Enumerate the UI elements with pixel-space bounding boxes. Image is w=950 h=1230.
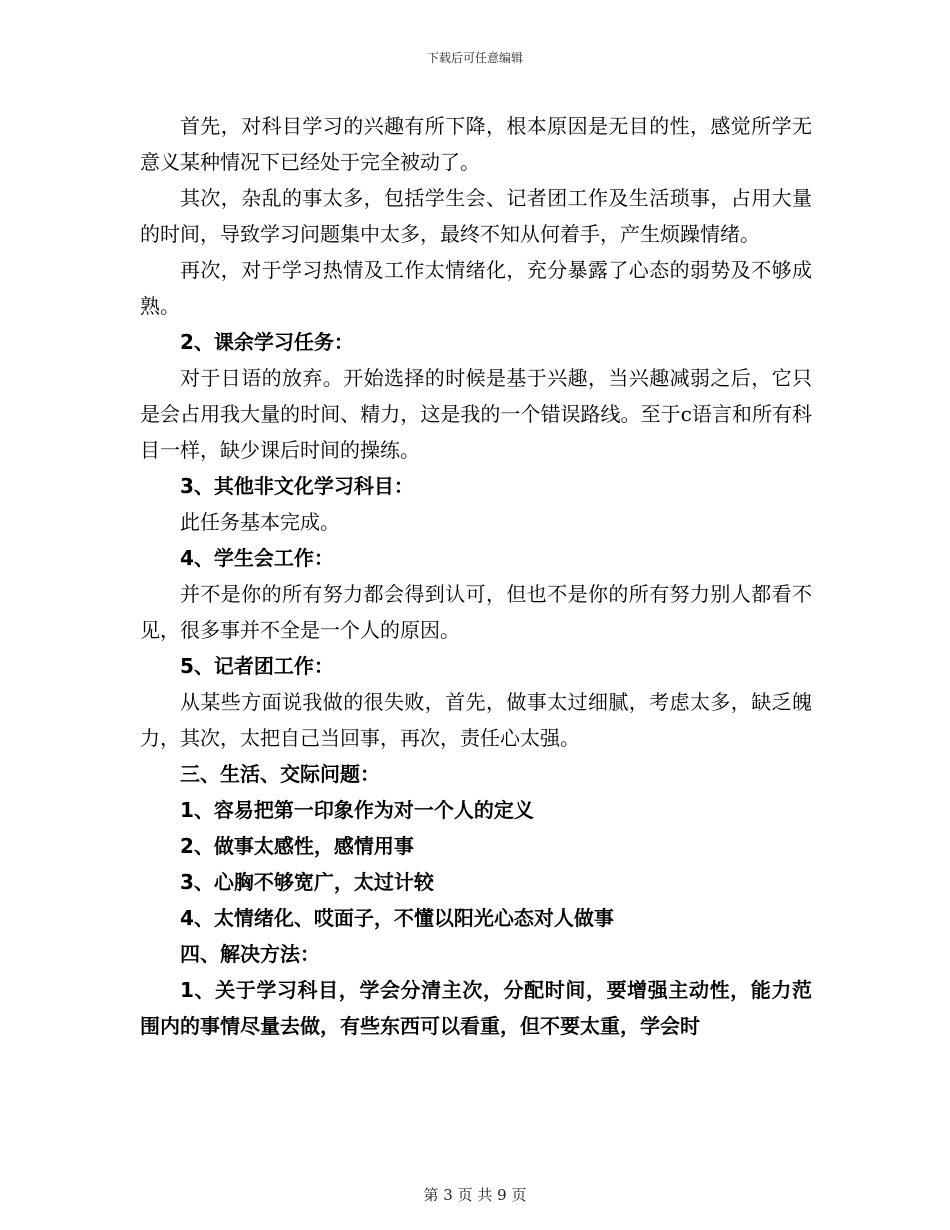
paragraph-solution-study: 1、关于学习科目，学会分清主次，分配时间，要增强主动性，能力范围内的事情尽量去做，有些东西可以看重，但不要太重，学会时 xyxy=(140,978,812,1038)
heading-life-social: 三、生活、交际问题： xyxy=(180,762,380,786)
heading-other-subjects: 3、其他非文化学习科目： xyxy=(180,474,414,498)
heading-solutions: 四、解决方法： xyxy=(180,942,320,966)
list-item-emotional: 2、做事太感性，感情用事 xyxy=(180,834,414,858)
heading-student-union: 4、学生会工作： xyxy=(180,546,334,570)
heading-extracurricular-study: 2、课余学习任务： xyxy=(180,330,354,354)
list-item-narrow-minded: 3、心胸不够宽广，太过计较 xyxy=(180,870,434,894)
paragraph-too-many-tasks: 其次，杂乱的事太多，包括学生会、记者团工作及生活琐事，占用大量的时间，导致学习问题集中太多，最终不知从何着手，产生烦躁情绪。 xyxy=(140,186,812,246)
list-item-first-impression: 1、容易把第一印象作为对一个人的定义 xyxy=(180,798,534,822)
paragraph-effort: 并不是你的所有努力都会得到认可，但也不是你的所有努力别人都看不见，很多事并不全是一个人的原因。 xyxy=(140,582,812,642)
page-footer: 第 3 页 共 9 页 xyxy=(423,1186,527,1204)
paragraph-japanese: 对于日语的放弃。开始选择的时候是基于兴趣，当兴趣减弱之后，它只是会占用我大量的时间、精力，这是我的一个错误路线。至于c语言和所有科目一样，缺少课后时间的操练。 xyxy=(140,366,812,462)
paragraph-interest-decline: 首先，对科目学习的兴趣有所下降，根本原因是无目的性，感觉所学无意义某种情况下已经处于完全被动了。 xyxy=(140,114,812,174)
paragraph-task-complete: 此任务基本完成。 xyxy=(180,510,340,534)
document-body xyxy=(140,108,812,1044)
paragraph-emotional: 再次，对于学习热情及工作太情绪化，充分暴露了心态的弱势及不够成熟。 xyxy=(140,258,812,318)
page-header: 下载后可任意编辑 xyxy=(426,51,523,65)
list-item-face: 4、太情绪化、哎面子，不懂以阳光心态对人做事 xyxy=(180,906,614,930)
heading-press-corps: 5、记者团工作： xyxy=(180,654,334,678)
paragraph-failure: 从某些方面说我做的很失败，首先，做事太过细腻，考虑太多，缺乏魄力，其次，太把自己当回事，再次，责任心太强。 xyxy=(140,690,812,750)
